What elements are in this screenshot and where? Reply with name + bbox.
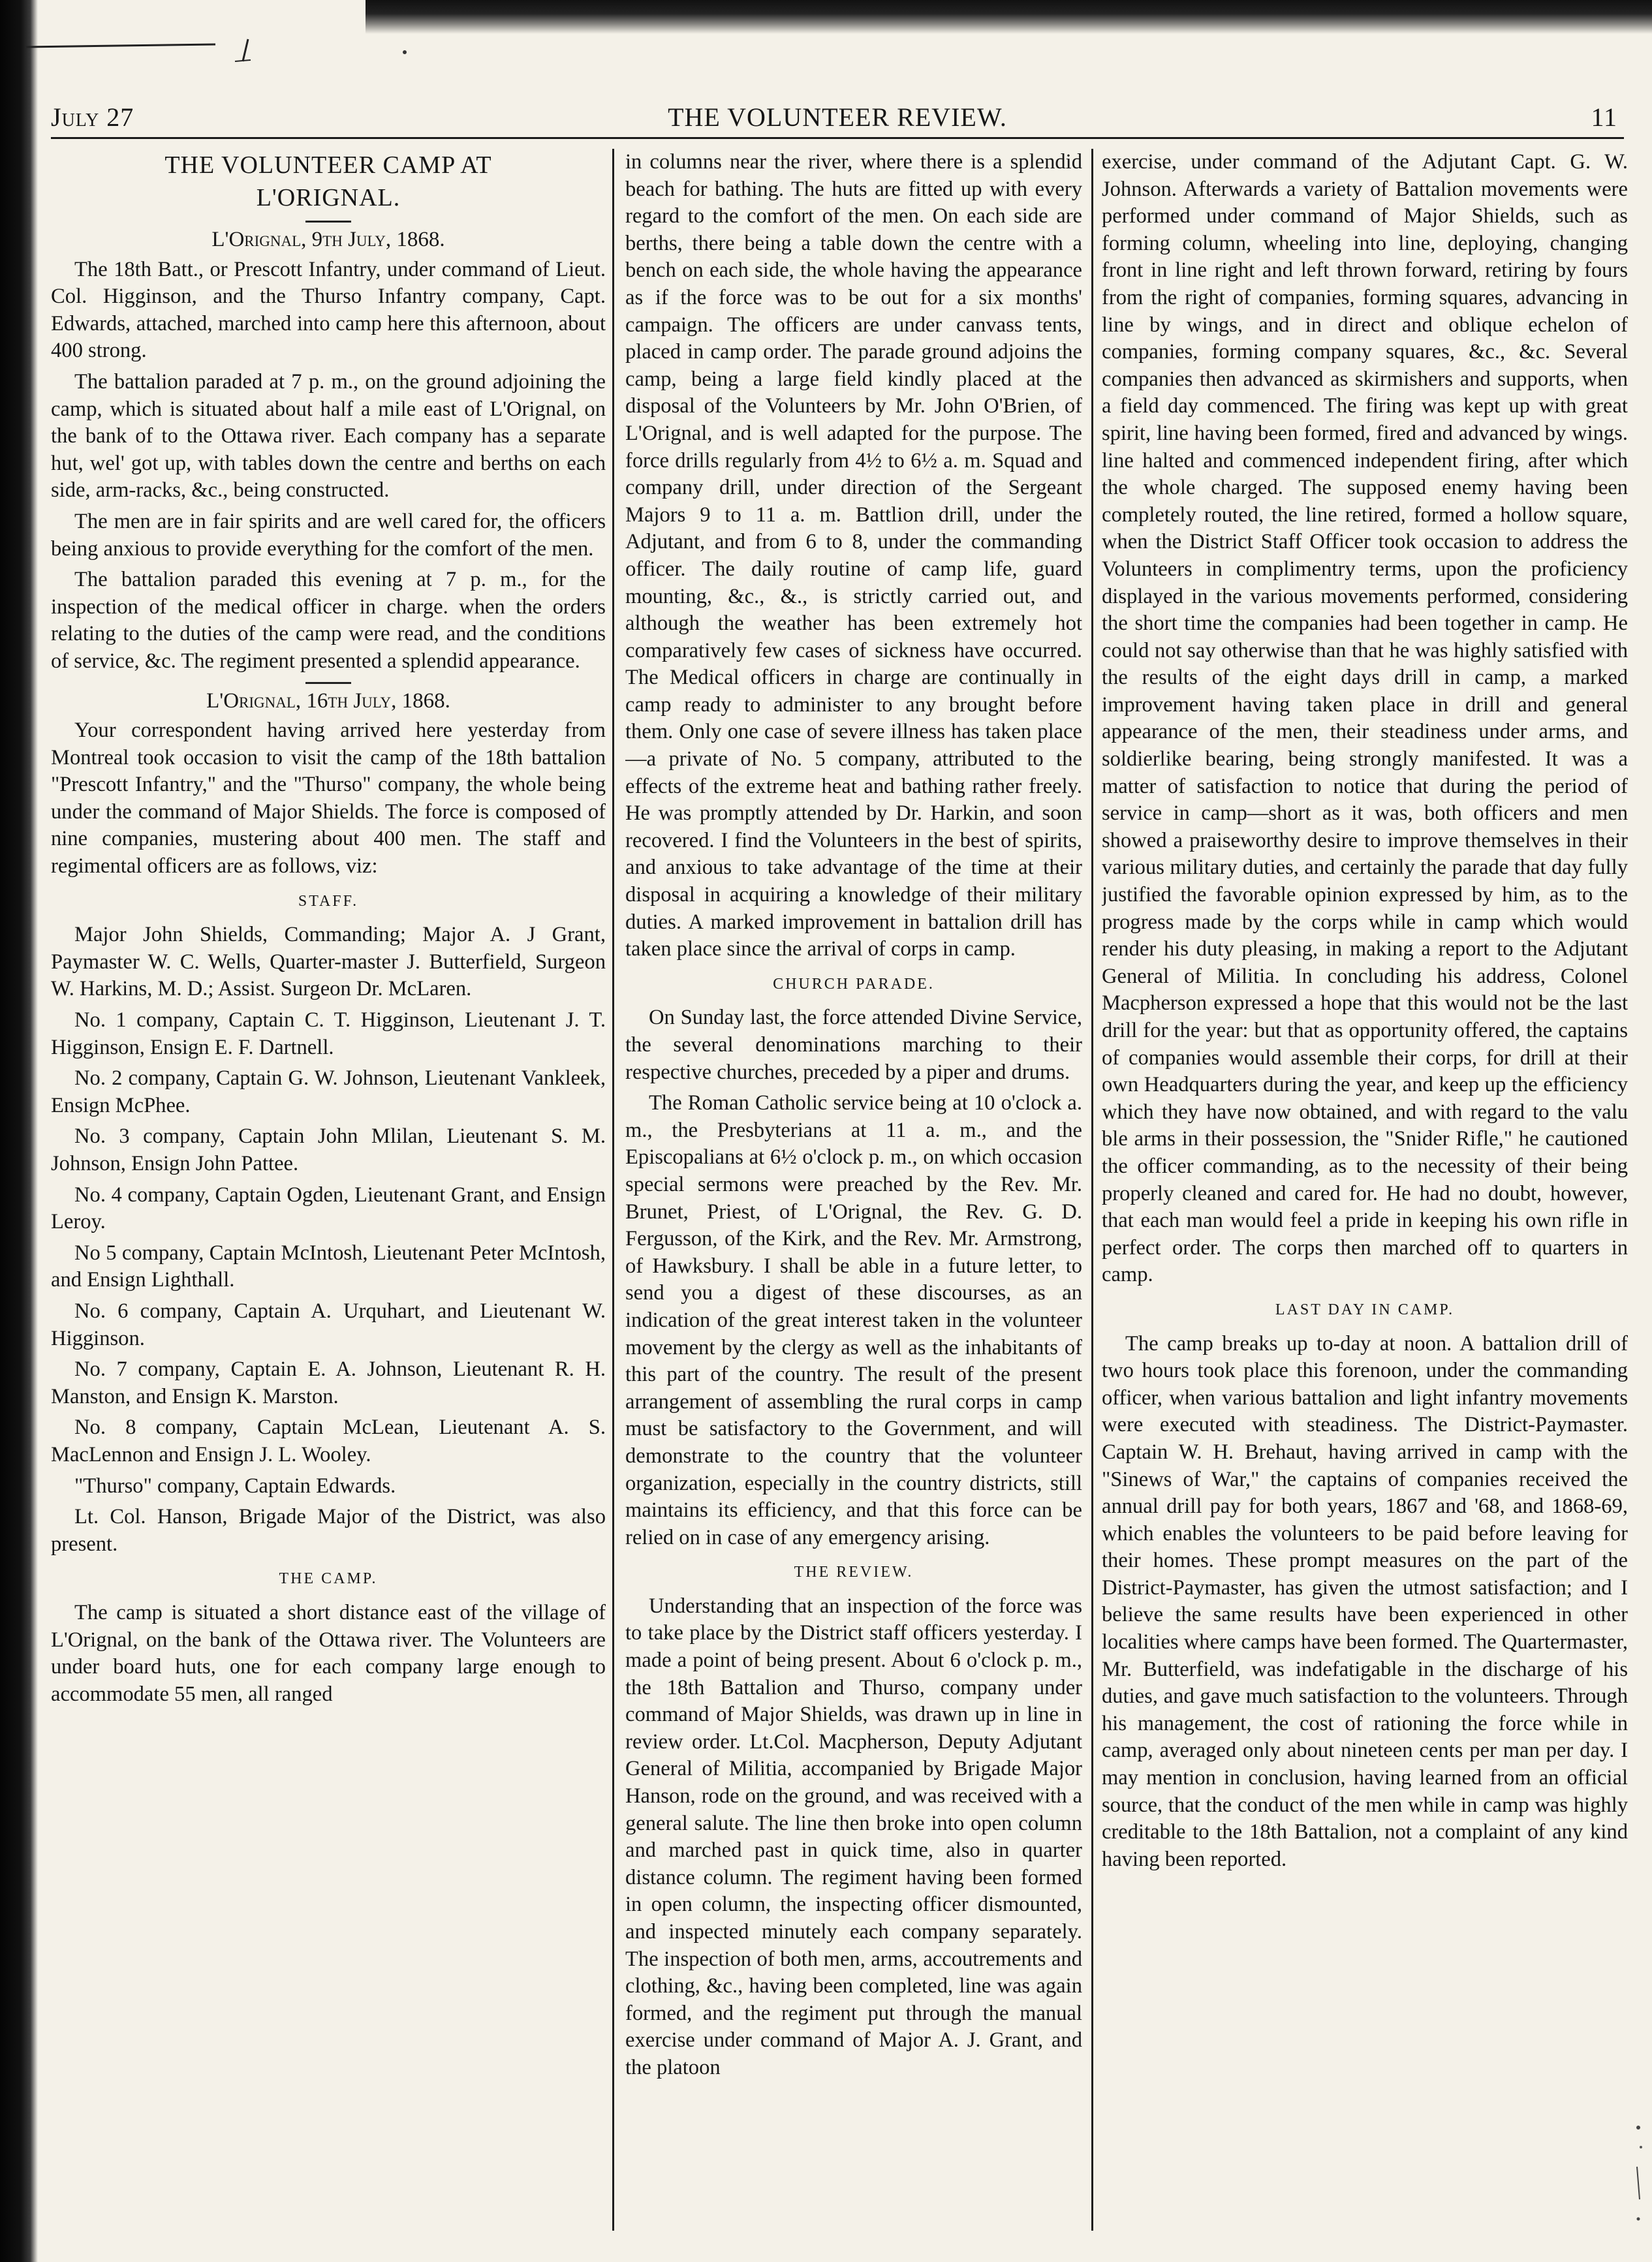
paragraph: "Thurso" company, Captain Edwards. xyxy=(74,1474,396,1498)
paragraph: The 18th Batt., or Prescott Infantry, under command of Lieut. Col. Higginson, and the Thurso Infantry company, Capt. Edwards, attached, marched into camp here this afternoon, about 400 strong. xyxy=(51,257,606,363)
paragraph: The Roman Catholic service being at 10 o'clock a. m., the Presbyterians at 11 a. m., and the Episcopalians at 6½ o'clock p. m., on which occasion special sermons were preached by the Rev. Mr. Brunet, Priest, of L'Orignal, the Rev. G. D. Fergusson, of the Kirk, and the Rev. Mr. Armstrong, of Hawksbury. I shall be able in a future letter, to send you a digest of these discourses, as an indication of the great interest taken in the volunteer movement by the clergy as well as the inhabitants of this part of the country. The result of the present arrangement of assembling the rural corps in camp must be satisfactory to the Government, and will demonstrate to the country that the volunteer organization, especially in the country districts, still maintains its efficiency, and that this force can be relied on in case of any emergency arising. xyxy=(625,1091,1082,1549)
paragraph: The camp is situated a short distance east of the village of L'Orignal, on the bank of the Ottawa river. The Volunteers are under board huts, one for each company large enough to accommodate 55 men, all ranged xyxy=(51,1600,606,1706)
divider xyxy=(305,682,351,684)
scan-edge-left xyxy=(0,0,38,2262)
section-heading: LAST DAY IN CAMP. xyxy=(1275,1301,1455,1318)
paragraph: No. 2 company, Captain G. W. Johnson, Lieutenant Vankleek, Ensign McPhee. xyxy=(51,1066,606,1117)
scan-scratch-mark xyxy=(0,27,457,69)
column-2 xyxy=(625,149,1082,2218)
paragraph: The men are in fair spirits and are well cared for, the officers being anxious to provide everything for the comfort of the men. xyxy=(51,509,606,561)
masthead-title: THE VOLUNTEER REVIEW. xyxy=(668,102,1007,132)
section-heading: STAFF. xyxy=(298,892,359,910)
paragraph: No. 4 company, Captain Ogden, Lieutenant Grant, and Ensign Leroy. xyxy=(51,1183,606,1234)
issue-date: July 27 xyxy=(51,102,134,132)
section-heading: THE REVIEW. xyxy=(794,1564,914,1581)
paragraph: exercise, under command of the Adjutant Capt. G. W. Johnson. Afterwards a variety of Battalion movements were performed under command of Major Shields, such as forming column, wheeling into line, deploying, changing front in line right and left thrown forward, retiring by fours from the right of companies, forming squares, advancing in line by wings, and in direct and oblique echelon of companies, forming company squares, &c., &c. Several companies then advanced as skirmishers and supports, when a field day commenced. The firing was kept up with great spirit, line having been formed, fired and advanced by wings. line halted and commenced independent firing, after which the whole charged. The supposed enemy having been completely routed, the line retired, formed a hollow square, when the District Staff Officer took occasion to address the Volunteers in complimentry terms, upon the proficiency displayed in the various movements performed, considering the short time the companies had been together in camp. He could not say otherwise than that he was highly satisfied with the results of the eight days drill in camp, a marked improvement having taken place in drill and general appearance of the men, their steadiness under arms, and soldierlike bearing, being strongly manifested. It was a matter of satisfaction to notice that during the period of service in camp—short as it was, both officers and men showed a praiseworthy desire to improve themselves in their various military duties, and certainly the parade that day fully justified the favorable opinion expressed by him, as to the progress made by the corps while in camp which would render his duty pleasing, in making a report to the Adjutant General of Militia. In concluding his address, Colonel Macpherson expressed a hope that this would not be the last drill for the year: but that as opportunity offered, the captains of companies would assemble their corps, for drill at their own Headquarters during the year, and keep up the efficiency which they have now obtained, and with regard to the valu ble arms in their possession, the "Snider Rifle," he cautioned the officer commanding, as to the necessity of their being properly cleaned and cared for. He had no doubt, however, that each man would feel a pride in keeping his own rifle in perfect order. The corps then marched off to quarters in camp. xyxy=(1102,150,1628,1287)
dateline: L'Orignal, 9th July, 1868. xyxy=(211,228,445,251)
divider xyxy=(305,221,351,223)
page-header xyxy=(51,98,1624,139)
paragraph: Understanding that an inspection of the force was to take place by the District staff officers yesterday. I made a point of being present. About 6 o'clock p. m., the 18th Battalion and Thurso, company under command of Major Shields, was drawn up in line in review order. Lt.Col. Macpherson, Deputy Adjutant General of Militia, accompanied by Brigade Major Hanson, rode on the ground, and was received with a general salute. The line then broke into open column and marched past in quick time, also in quarter distance column. The regiment having been formed in open column, the inspecting officer dismounted, and inspected minutely each company separately. The inspection of both men, arms, accoutrements and clothing, &c., having been completed, line was again formed, and the regiment put through the manual exercise under command of Major A. J. Grant, and the platoon xyxy=(625,1594,1082,2079)
scan-edge-marks xyxy=(1632,2121,1646,2225)
paragraph: No. 8 company, Captain McLean, Lieutenant A. S. MacLennon and Ensign J. L. Wooley. xyxy=(51,1416,606,1466)
section-heading: THE CAMP. xyxy=(279,1570,378,1588)
column-3 xyxy=(1102,149,1628,2218)
paragraph: Major John Shields, Commanding; Major A. J Grant, Paymaster W. C. Wells, Quarter-master J. Butterfield, Surgeon W. Harkins, M. D.; Assist. Surgeon Dr. McLaren. xyxy=(51,923,606,1001)
page-number: 11 xyxy=(1591,102,1617,132)
section-heading: CHURCH PARADE. xyxy=(773,975,935,993)
paragraph: Your correspondent having arrived here yesterday from Montreal took occasion to visit the camp of the 18th battalion "Prescott Infantry," and the "Thurso" company, the whole being under the command of Major Shields. The force is composed of nine companies, mustering about 400 men. The staff and regimental officers are as follows, viz: xyxy=(51,719,606,878)
paragraph: in columns near the river, where there is a splendid beach for bathing. The huts are fitted up with every regard to the comfort of the men. On each side are berths, there being a table down the centre with a bench on each side, the whole having the appearance as if the force was to be out for a six months' campaign. The officers are under canvass tents, placed in camp order. The parade ground adjoins the camp, being a large field kindly placed at the disposal of the Volunteers by Mr. John O'Brien, of L'Orignal, and is well adapted for the purpose. The force drills regularly from 4½ to 6½ a. m. Squad and company drill, under direction of the Sergeant Majors 9 to 11 a. m. Battlion drill, under the Adjutant, and from 6 to 8, under the commanding officer. The daily routine of camp life, guard mounting, &c., &., is strictly carried out, and although the weather has been extremely hot comparatively few cases of sickness have occurred. The Medical officers in charge are continually in camp ready to administer to any brought before them. Only one case of severe illness has taken place—a private of No. 5 company, attributed to the effects of the extreme heat and bathing rather freely. He was promptly attended by Dr. Harkin, and soon recovered. I find the Volunteers in the best of spirits, and anxious to take advantage of the time at their disposal in acquiring a knowledge of their military duties. A marked improvement in battalion drill has taken place since the arrival of corps in camp. xyxy=(625,150,1082,961)
scan-edge-top xyxy=(366,0,1652,34)
paragraph: The camp breaks up to-day at noon. A battalion drill of two hours took place this forenoon, under the commanding officer, when various battalion and light infantry movements were executed with steadiness. The District-Paymaster. Captain W. H. Brehaut, having arrived in camp with the "Sinews of War," the captains of companies received the annual drill pay for both years, 1867 and '68, and 1868-69, which enables the volunteers to be paid before leaving for their homes. These prompt measures on the part of the District-Paymaster, has given the utmost satisfaction; and I believe the same results have been experienced in other localities where camps have been formed. The Quartermaster, Mr. Butterfield, was indefatigable in the discharge of his duties, and gave much satisfaction to the volunteers. Through his management, the cost of rationing the force while in camp, averaged only about nineteen cents per man per day. I may mention in conclusion, having learned from an official source, that the conduct of the men while in camp was highly creditable to the 18th Battalion, not a complaint of any kind having been reported. xyxy=(1102,1331,1628,1871)
paragraph: No. 7 company, Captain E. A. Johnson, Lieutenant R. H. Manston, and Ensign K. Marston. xyxy=(51,1357,606,1408)
paragraph: The battalion paraded at 7 p. m., on the ground adjoining the camp, which is situated about half a mile east of L'Orignal, on the bank of to the Ottawa river. Each company has a separate hut, wel' got up, with tables down the centre and berths on each side, arm-racks, &c., being constructed. xyxy=(51,369,606,503)
column-rule xyxy=(1091,149,1093,2231)
paragraph: On Sunday last, the force attended Divine Service, the several denominations marching to their respective churches, preceded by a piper and drums. xyxy=(625,1006,1082,1084)
column-rule xyxy=(612,149,614,2231)
paragraph: The battalion paraded this evening at 7 p. m., for the inspection of the medical officer in charge. when the orders relating to the duties of the camp were read, and the conditions of service, &c. The regiment presented a splendid appearance. xyxy=(51,568,606,673)
article-title: THE VOLUNTEER CAMP AT L'ORIGNAL. xyxy=(164,151,492,211)
column-1 xyxy=(51,149,606,2218)
paragraph: No. 6 company, Captain A. Urquhart, and Lieutenant W. Higginson. xyxy=(51,1299,606,1350)
dateline: L'Orignal, 16th July, 1868. xyxy=(206,689,450,713)
paragraph: Lt. Col. Hanson, Brigade Major of the District, was also present. xyxy=(51,1505,606,1556)
paragraph: No. 1 company, Captain C. T. Higginson, Lieutenant J. T. Higginson, Ensign E. F. Dartnell. xyxy=(51,1008,606,1059)
paragraph: No. 3 company, Captain John Mlilan, Lieutenant S. M. Johnson, Ensign John Pattee. xyxy=(51,1124,606,1175)
paragraph: No 5 company, Captain McIntosh, Lieutenant Peter McIntosh, and Ensign Lighthall. xyxy=(51,1241,606,1292)
